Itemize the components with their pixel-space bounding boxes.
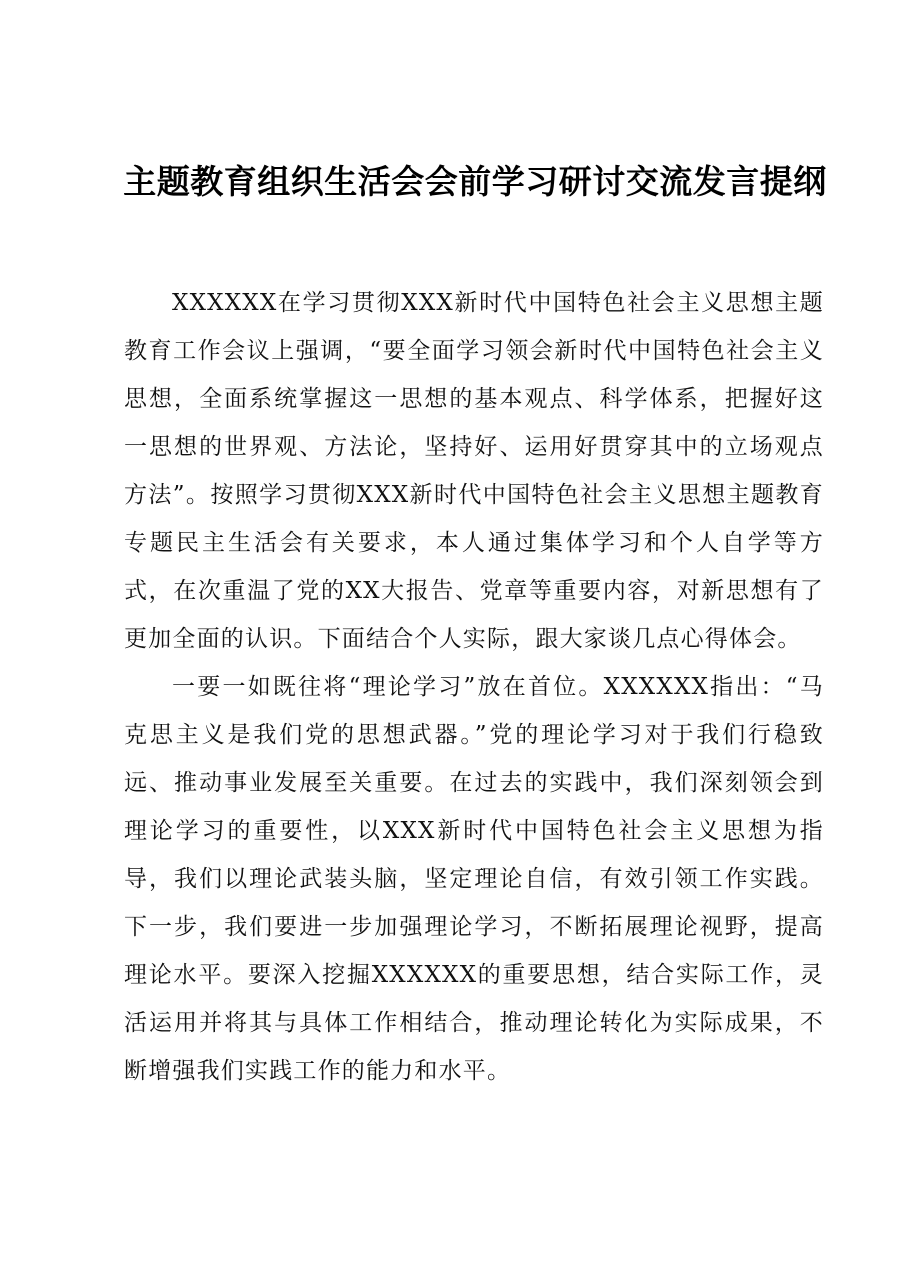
- paragraph-intro: XXXXXX在学习贯彻XXX新时代中国特色社会主义思想主题教育工作会议上强调，“要全面学习领会新时代中国特色社会主义思想，全面系统掌握这一思想的基本观点、科学体系，把握好这一思想的世界观、方法论，坚持好、运用好贯穿其中的立场观点方法”。按照学习贯彻XXX新时代中国特色社会主义思想主题教育专题民主生活会有关要求，本人通过集体学习和个人自学等方式，在次重温了党的XX大报告、党章等重要内容，对新思想有了更加全面的认识。下面结合个人实际，跟大家谈几点心得体会。: [124, 290, 824, 652]
- document-body: [124, 279, 824, 1095]
- paragraph-point-one: 一要一如既往将“理论学习”放在首位。XXXXXX指出：“马克思主义是我们党的思想武器。”党的理论学习对于我们行稳致远、推动事业发展至关重要。在过去的实践中，我们深刻领会到理论学习的重要性，以XXX新时代中国特色社会主义思想为指导，我们以理论武装头脑，坚定理论自信，有效引领工作实践。下一步，我们要进一步加强理论学习，不断拓展理论视野，提高理论水平。要深入挖掘XXXXXX的重要思想，结合实际工作，灵活运用并将其与具体工作相结合，推动理论转化为实际成果，不断增强我们实践工作的能力和水平。: [124, 674, 824, 1084]
- document-title: 主题教育组织生活会会前学习研讨交流发言提纲: [123, 162, 827, 201]
